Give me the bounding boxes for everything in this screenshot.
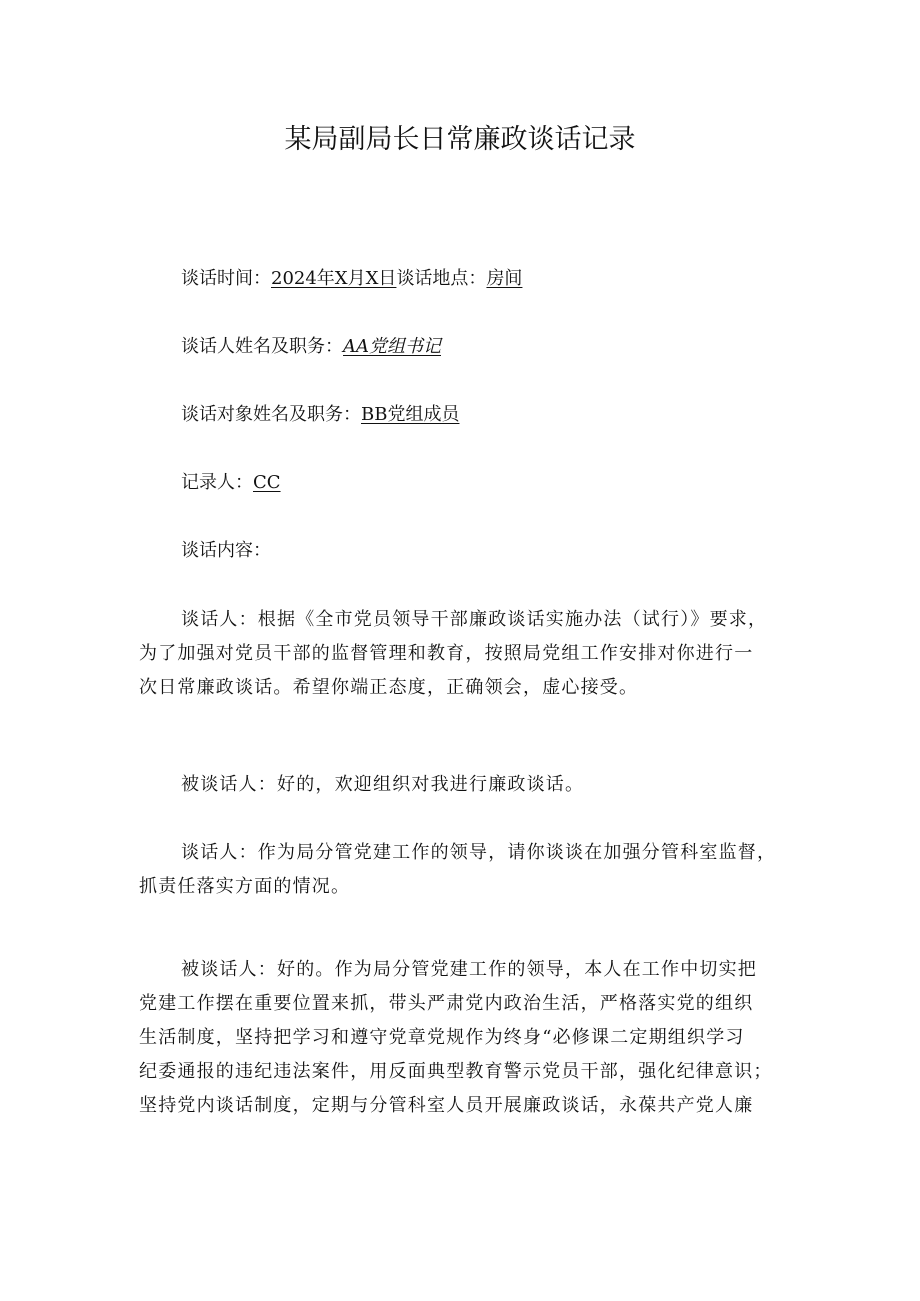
time-value: 2024年X月X日 bbox=[271, 268, 397, 289]
interviewee-label: 谈话对象姓名及职务： bbox=[181, 404, 361, 425]
paragraph-line: 党建工作摆在重要位置来抓，带头严肃党内政治生活，严格落实党的组织 bbox=[139, 993, 754, 1014]
interviewee-value: BB党组成员 bbox=[361, 404, 460, 425]
paragraph-line: 被谈话人：好的，欢迎组织对我进行廉政谈话。 bbox=[181, 774, 585, 795]
document-title: 某局副局长日常廉政谈话记录 bbox=[284, 124, 636, 155]
place-value: 房间 bbox=[486, 268, 523, 289]
paragraph-line: 坚持党内谈话制度，定期与分管科室人员开展廉政谈话，永葆共产党人廉 bbox=[139, 1095, 754, 1116]
paragraph-line: 谈话人：根据《全市党员领导干部廉政谈话实施办法（试行）》要求， bbox=[181, 609, 768, 630]
time-label: 谈话时间： bbox=[181, 268, 271, 289]
field-recorder bbox=[181, 470, 281, 496]
recorder-value: CC bbox=[253, 472, 281, 493]
paragraph-line: 纪委通报的违纪违法案件，用反面典型教育警示党员干部，强化纪律意识； bbox=[139, 1061, 773, 1082]
paragraph-line: 生活制度，坚持把学习和遵守党章党规作为终身“必修课二定期组织学习 bbox=[139, 1027, 745, 1048]
paragraph-line: 谈话人：作为局分管党建工作的领导，请你谈谈在加强分管科室监督， bbox=[181, 842, 777, 863]
interviewer-label: 谈话人姓名及职务： bbox=[181, 336, 343, 357]
paragraph-line: 抓责任落实方面的情况。 bbox=[139, 876, 351, 897]
field-interviewer bbox=[181, 334, 441, 360]
paragraph-3 bbox=[139, 836, 789, 904]
paragraph-line: 次日常廉政谈话。希望你端正态度，正确领会，虚心接受。 bbox=[139, 677, 639, 698]
paragraph-2 bbox=[139, 768, 789, 802]
place-label: 谈话地点： bbox=[396, 268, 487, 289]
paragraph-1 bbox=[139, 603, 789, 705]
content-label: 谈话内容： bbox=[181, 540, 271, 561]
field-interviewee bbox=[181, 402, 459, 428]
paragraph-line: 为了加强对党员干部的监督管理和教育，按照局党组工作安排对你进行一 bbox=[139, 643, 754, 664]
paragraph-4 bbox=[139, 953, 789, 1123]
field-time-place bbox=[181, 266, 522, 292]
recorder-label: 记录人： bbox=[181, 472, 253, 493]
paragraph-line: 被谈话人：好的。作为局分管党建工作的领导，本人在工作中切实把 bbox=[181, 959, 757, 980]
interviewer-value: AA党组书记 bbox=[343, 336, 441, 357]
